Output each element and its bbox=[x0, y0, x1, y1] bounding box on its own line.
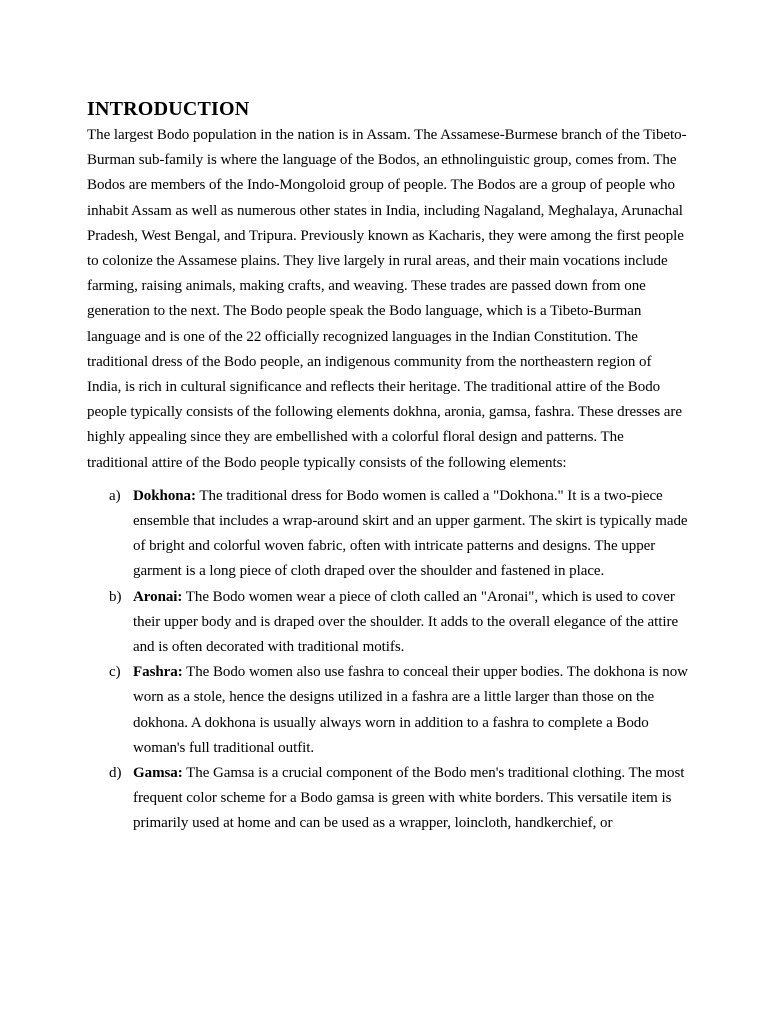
section-heading: INTRODUCTION bbox=[87, 98, 250, 120]
attire-list bbox=[87, 484, 688, 837]
list-term: Gamsa: bbox=[133, 765, 183, 782]
list-item-dokhona bbox=[87, 484, 688, 585]
list-term: Aronai: bbox=[133, 588, 183, 605]
list-text: The Gamsa is a crucial component of the Bodo men's traditional clothing. The most frequent color scheme for a Bodo gamsa is green with white borders. This versatile item is primarily used at home and can be used as a wrapper, loincloth, handkerchief, or bbox=[133, 765, 685, 832]
document-body bbox=[87, 96, 688, 837]
list-text: The Bodo women wear a piece of cloth called an "Aronai", which is used to cover their upper body and is draped over the shoulder. It adds to the overall elegance of the attire and is often decorated with traditional motifs. bbox=[133, 588, 679, 656]
list-term: Dokhona: bbox=[133, 487, 196, 504]
list-marker: b) bbox=[109, 588, 122, 605]
list-text: The Bodo women also use fashra to conceal their upper bodies. The dokhona is now worn as a stole, hence the designs utilized in a fashra are a little larger than those on the dokhona. A dokhona is usually always worn in addition to a fashra to complete a Bodo woman's full traditional outfit. bbox=[133, 664, 688, 756]
list-item-gamsa bbox=[87, 761, 688, 837]
list-item-fashra bbox=[87, 660, 688, 761]
list-marker: c) bbox=[109, 664, 121, 681]
intro-paragraph: The largest Bodo population in the nation is in Assam. The Assamese-Burmese branch of the Tibeto-Burman sub-family is where the language of the Bodos, an ethnolinguistic group, comes from. The Bodos are members of the Indo-Mongoloid group of people. The Bodos are a group of people who inhabit Assam as well as numerous other states in India, including Nagaland, Meghalaya, Arunachal Pradesh, West Bengal, and Tripura. Previously known as Kacharis, they were among the first people to colonize the Assamese plains. They live largely in rural areas, and their main vocations include farming, raising animals, making crafts, and weaving. These trades are passed down from one generation to the next. The Bodo people speak the Bodo language, which is a Tibeto-Burman language and is one of the 22 officially recognized languages in the Indian Constitution. The traditional dress of the Bodo people, an indigenous community from the northeastern region of India, is rich in cultural significance and reflects their heritage. The traditional attire of the Bodo people typically consists of the following elements dokhna, aronia, gamsa, fashra. These dresses are highly appealing since they are embellished with a colorful floral design and patterns. The traditional attire of the Bodo people typically consists of the following elements: bbox=[87, 127, 687, 471]
list-marker: a) bbox=[109, 487, 121, 504]
list-text: The traditional dress for Bodo women is called a "Dokhona." It is a two-piece ensemble that includes a wrap-around skirt and an upper garment. The skirt is typically made of bright and colorful woven fabric, often with intricate patterns and designs. The upper garment is a long piece of cloth draped over the shoulder and fastened in place. bbox=[133, 487, 688, 580]
list-item-aronai bbox=[87, 585, 688, 661]
list-term: Fashra: bbox=[133, 664, 183, 681]
list-marker: d) bbox=[109, 765, 122, 782]
